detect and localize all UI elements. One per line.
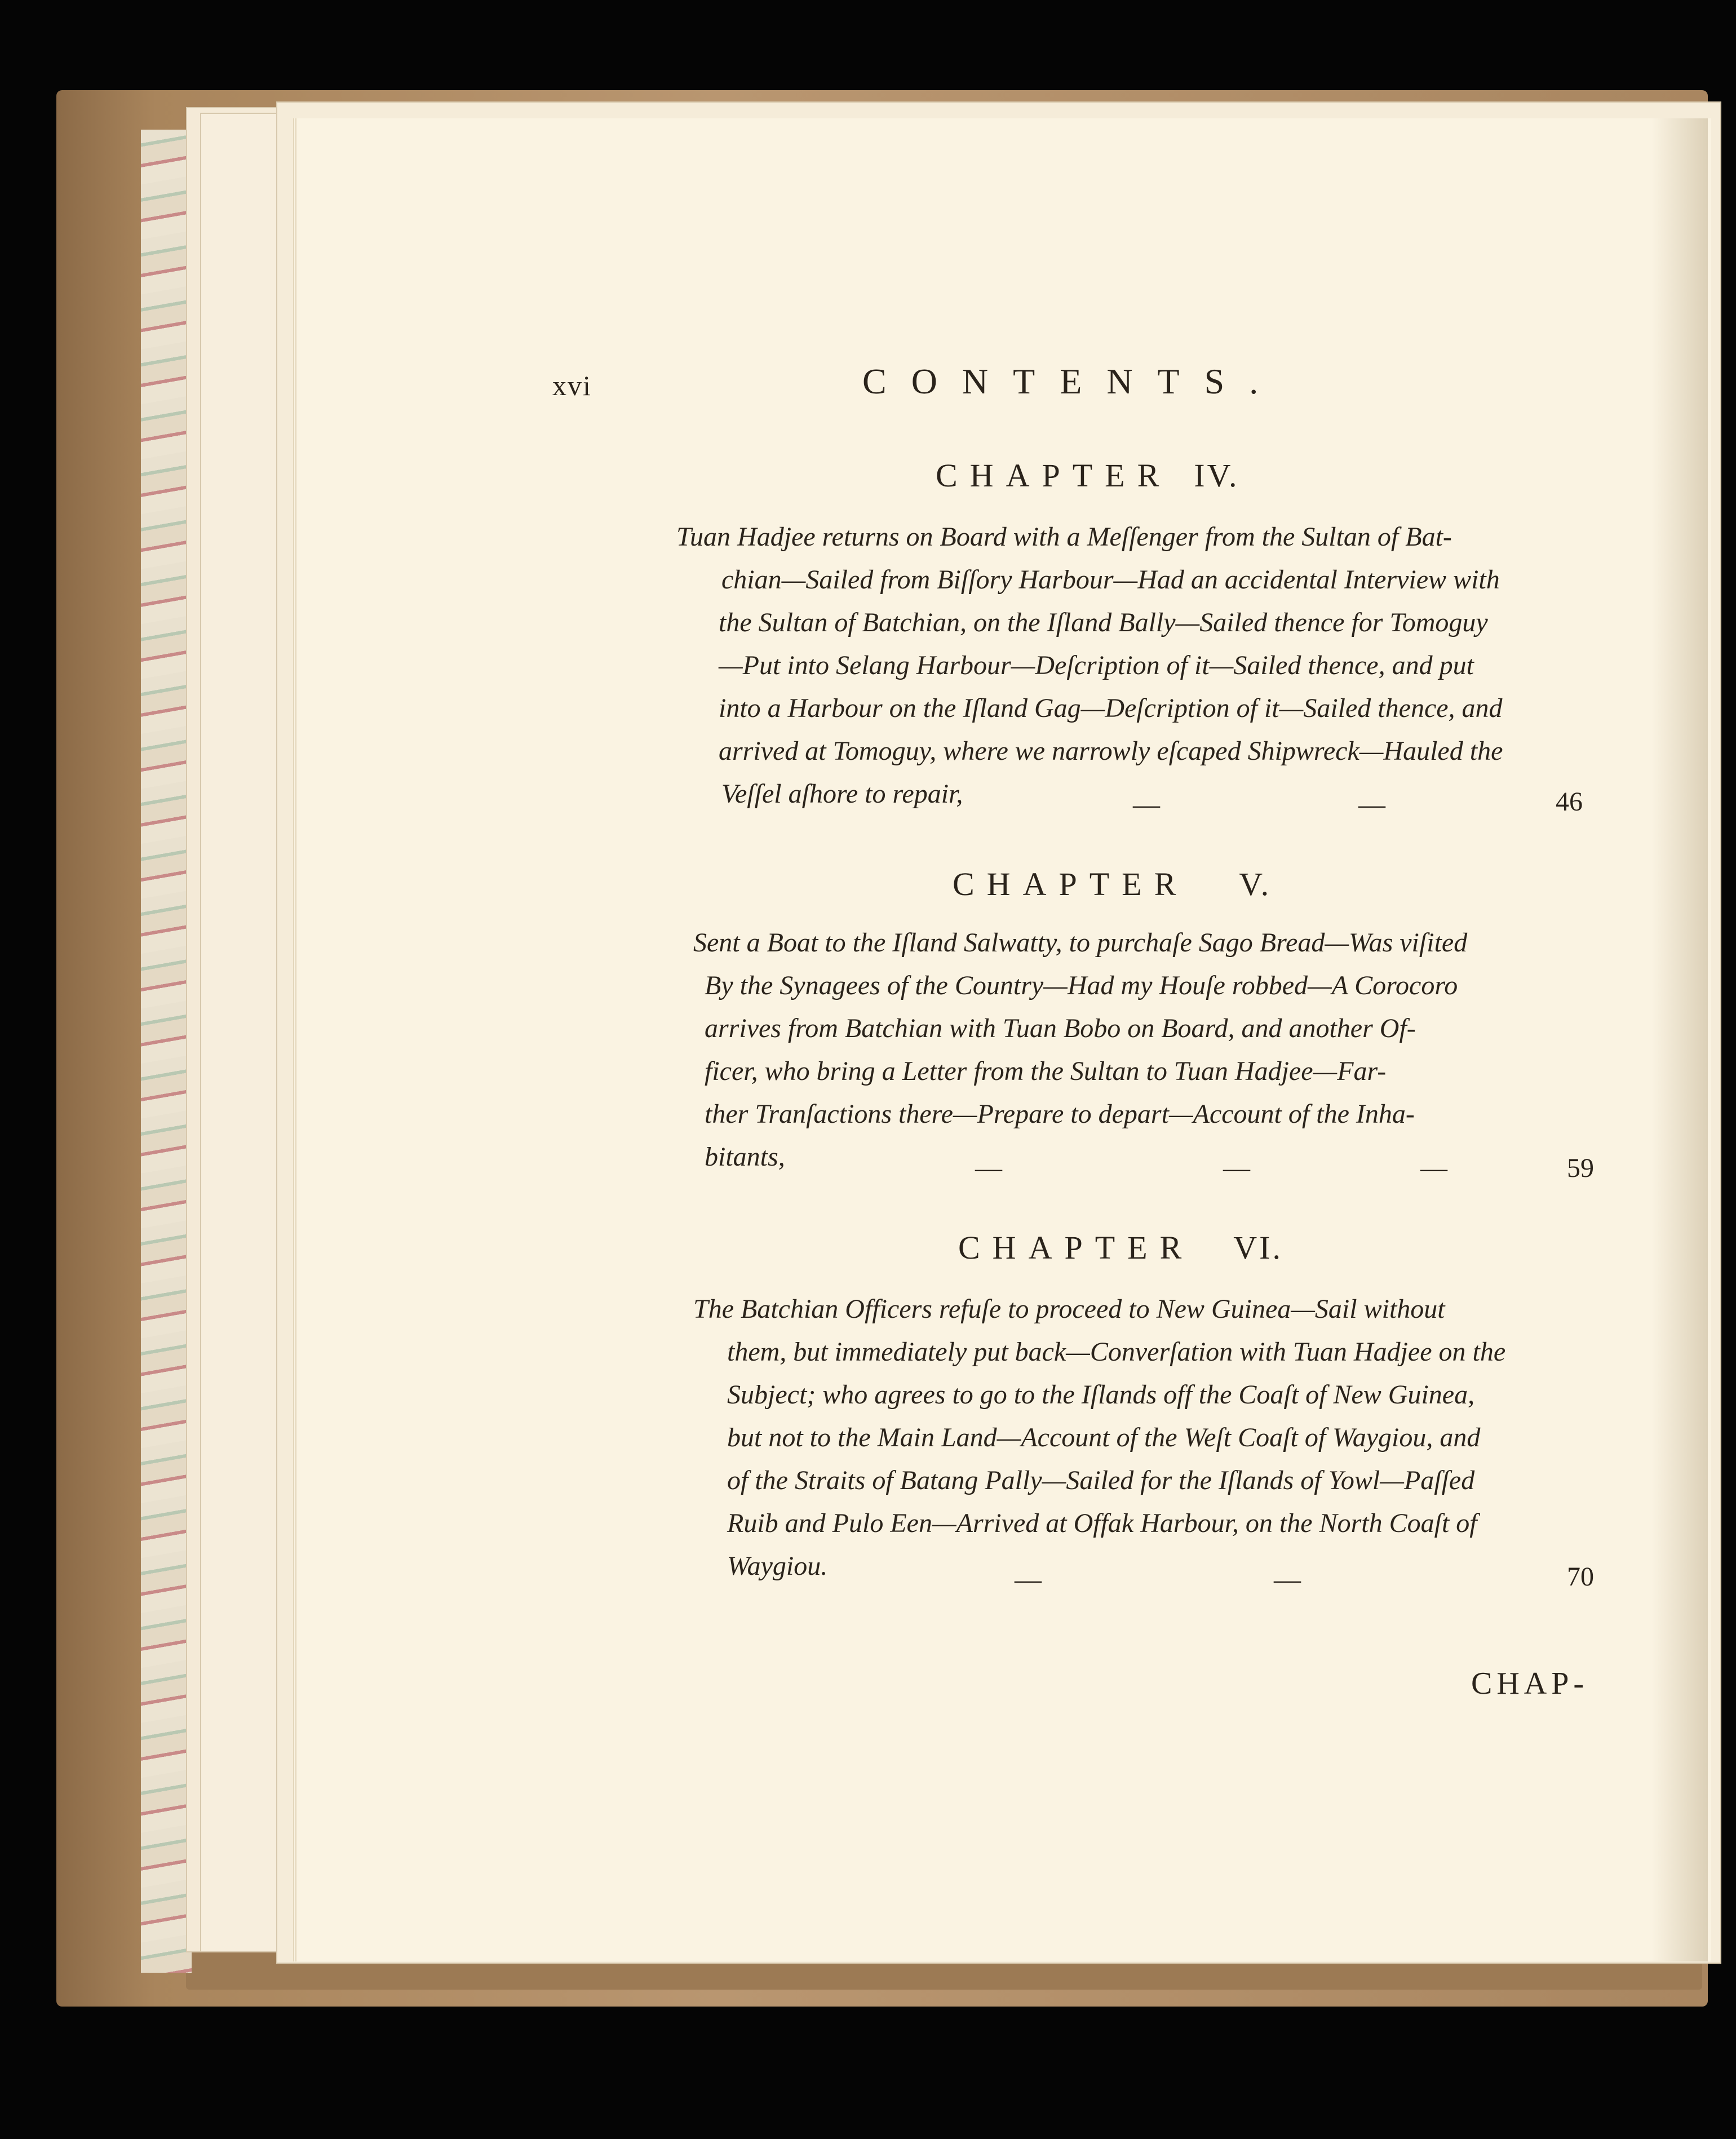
chapter-word: CHAPTER xyxy=(958,1229,1194,1266)
page-reference: 59 xyxy=(1567,1153,1594,1183)
marbled-endpaper xyxy=(141,130,192,1973)
summary-line: them, but immediately put back—Converſation with Tuan Hadjee on the xyxy=(727,1337,1506,1367)
leader-dash: — xyxy=(1015,1565,1042,1595)
chapter-heading xyxy=(958,1229,1283,1266)
leader-dash: — xyxy=(1420,1153,1447,1183)
summary-line: arrives from Batchian with Tuan Bobo on Board, and another Of- xyxy=(705,1013,1416,1043)
summary-line: Veſſel aſhore to repair, xyxy=(721,779,963,809)
leader-dash: — xyxy=(975,1153,1002,1183)
leader-dash: — xyxy=(1274,1565,1301,1595)
page-reference: 46 xyxy=(1556,787,1583,817)
summary-line: Waygiou. xyxy=(727,1551,828,1581)
summary-line: Subject; who agrees to go to the Iſlands off the Coaſt of New Guinea, xyxy=(727,1380,1475,1410)
leader-dash: — xyxy=(1223,1153,1250,1183)
summary-line: Ruib and Pulo Een—Arrived at Offak Harbour, on the North Coaſt of xyxy=(727,1508,1477,1538)
catchword: CHAP- xyxy=(1471,1666,1589,1701)
chapter-summary xyxy=(693,922,1595,1179)
summary-line: arrived at Tomoguy, where we narrowly eſcaped Shipwreck—Hauled the xyxy=(719,736,1503,766)
running-title: CONTENTS. xyxy=(862,361,1283,401)
summary-line: the Sultan of Batchian, on the Iſland Bally—Sailed thence for Tomoguy xyxy=(719,608,1488,637)
chapter-number: V. xyxy=(1239,866,1272,902)
chapter-word: CHAPTER xyxy=(936,457,1172,494)
summary-line: but not to the Main Land—Account of the Weſt Coaſt of Waygiou, and xyxy=(727,1423,1481,1452)
chapter-summary xyxy=(693,1288,1595,1588)
summary-line: —Put into Selang Harbour—Deſcription of it—Sailed thence, and put xyxy=(719,650,1474,680)
chapter-summary xyxy=(676,516,1578,816)
summary-line: of the Straits of Batang Pally—Sailed for the Iſlands of Yowl—Paſſed xyxy=(727,1465,1475,1495)
leader-dash: — xyxy=(1358,790,1385,820)
summary-line: Sent a Boat to the Iſland Salwatty, to purchaſe Sago Bread—Was viſited xyxy=(693,928,1468,958)
summary-line: By the Synagees of the Country—Had my Houſe robbed—A Corocoro xyxy=(705,971,1458,1000)
chapter-heading xyxy=(953,865,1271,903)
chapter-heading xyxy=(936,457,1239,494)
page-gutter-shadow xyxy=(1651,118,1708,1961)
summary-line: ther Tranſactions there—Prepare to depart—Account of the Inha- xyxy=(705,1099,1415,1129)
chapter-number: VI. xyxy=(1233,1229,1283,1266)
page-folio: xvi xyxy=(552,370,592,401)
chapter-number: IV. xyxy=(1194,457,1239,494)
summary-line: ficer, who bring a Letter from the Sultan to Tuan Hadjee—Far- xyxy=(705,1056,1387,1086)
summary-line: The Batchian Officers refuſe to proceed to New Guinea—Sail without xyxy=(693,1294,1445,1324)
chapter-word: CHAPTER xyxy=(953,866,1189,902)
summary-line: into a Harbour on the Iſland Gag—Deſcription of it—Sailed thence, and xyxy=(719,693,1503,723)
summary-line: bitants, xyxy=(705,1142,785,1172)
page-reference: 70 xyxy=(1567,1562,1594,1592)
summary-line: chian—Sailed from Biſſory Harbour—Had an accidental Interview with xyxy=(721,565,1500,595)
leader-dash: — xyxy=(1133,790,1160,820)
summary-line: Tuan Hadjee returns on Board with a Meſſenger from the Sultan of Bat- xyxy=(676,522,1452,552)
